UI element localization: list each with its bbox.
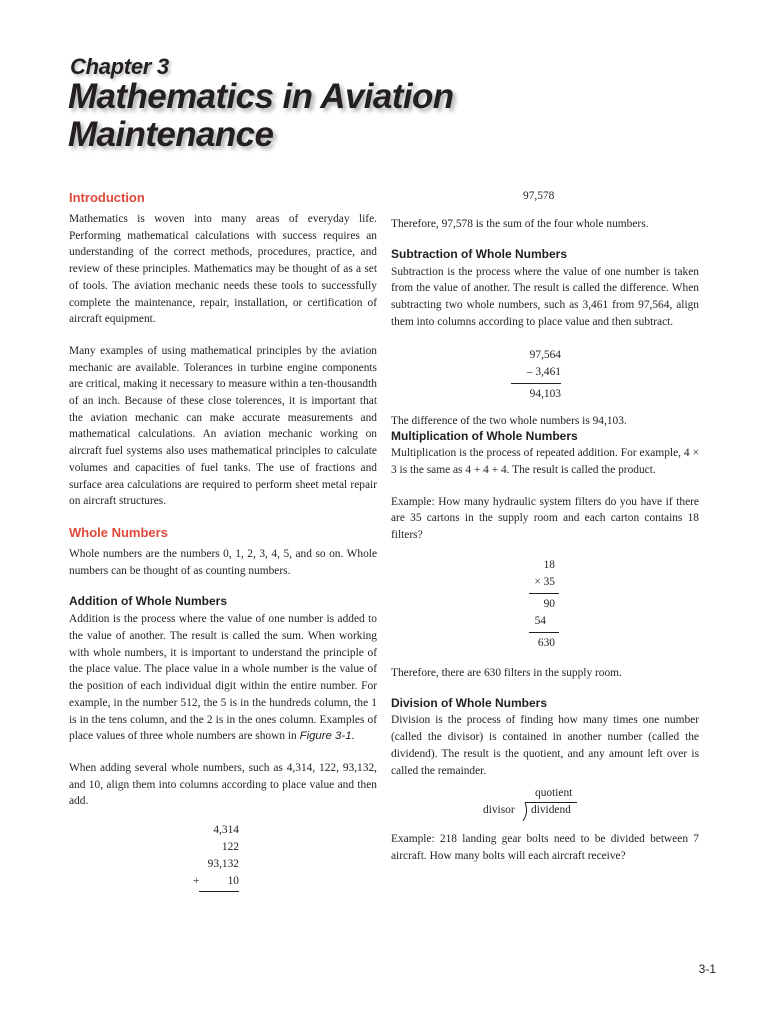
addend-4: 10: [227, 875, 239, 888]
addend-4-row: [193, 873, 239, 890]
chapter-title-line-2: Maintenance: [68, 115, 274, 154]
division-bracket-icon: [521, 801, 531, 823]
multiplication-rule-1: [529, 593, 559, 594]
minuend: 97,564: [529, 348, 561, 361]
multiplication-paragraph-1: Multiplication is the process of repeated addition. For example, 4 × 3 is the same as 4 + 4 + 4. The result is called the product.: [391, 447, 699, 476]
multiplication-conclusion: Therefore, there are 630 filters in the supply room.: [391, 666, 622, 679]
quotient-label: quotient: [535, 787, 573, 800]
whole-numbers-paragraph: Whole numbers are the numbers 0, 1, 2, 3, 4, 5, and so on. Whole numbers can be thought of as counting numbers.: [69, 547, 377, 577]
introduction-heading: Introduction: [69, 190, 145, 205]
multiplication-rule-2: [529, 632, 559, 633]
multiplication-heading: Multiplication of Whole Numbers: [391, 429, 578, 444]
subtraction-rule: [511, 383, 561, 384]
divisor-label: divisor: [483, 804, 515, 817]
figure-3-1-link[interactable]: Figure 3-1: [299, 730, 352, 743]
division-bar: [525, 802, 577, 803]
addend-1: 4,314: [213, 824, 239, 837]
addition-conclusion: Therefore, 97,578 is the sum of the four whole numbers.: [391, 218, 649, 230]
product: 630: [537, 636, 555, 649]
addition-rule: [199, 891, 239, 892]
division-paragraph-1: Division is the process of finding how many times one number (called the divisor) is contained in another number (called the dividend). The result is the quotient, and any amount left over is called the remainder.: [391, 714, 699, 777]
chapter-title: [68, 78, 454, 154]
subtraction-paragraph: Subtraction is the process where the value of one number is taken from the value of another. The result is called the difference. When subtracting two whole numbers, such as 3,461 from 97,564, align them into columns according to place value and then subtract.: [391, 265, 699, 328]
addition-paragraph-2: When adding several whole numbers, such as 4,314, 122, 93,132, and 10, align them into columns according to place value and then add.: [69, 761, 377, 808]
addition-result: 97,578: [523, 190, 555, 202]
multiplicand: 18: [543, 558, 555, 571]
partial-product-1: 90: [543, 597, 555, 610]
difference: 94,103: [529, 387, 561, 400]
addition-heading: Addition of Whole Numbers: [69, 594, 227, 609]
subtraction-heading: Subtraction of Whole Numbers: [391, 246, 568, 261]
chapter-title-line-1: Mathematics in Aviation: [68, 77, 454, 116]
division-paragraph-2: Example: 218 landing gear bolts need to be divided between 7 aircraft. How many bolts will each aircraft receive?: [391, 833, 699, 862]
addend-2: 122: [221, 841, 239, 854]
introduction-paragraph-1: Mathematics is woven into many areas of everyday life. Performing mathematical calculations with success requires an understanding of the correct methods, procedures, practice, and review of these principles. Mathematics may be thought of as a set of tools. The aviation mechanic needs these tools to successfully complete the maintenance, repair, installation, or certification of aircraft equipment.: [69, 213, 377, 326]
chapter-label: Chapter 3: [70, 54, 169, 79]
introduction-paragraph-2: Many examples of using mathematical principles by the aviation mechanic are available. Tolerances in turbine engine components are critical, making it necessary to measure within a ten-thousandth of an inch. Because of these close tolerences, it is important that the aviation mechanic can make accurate measurements and mathematical calculations. An aviation mechanic working on aircraft fuel systems also uses mathematical principles to calculate volumes and capacities of fuel tanks. The use of fractions and surface area calculations are required to perform sheet metal repair on aircraft structures.: [69, 344, 377, 508]
division-diagram: [391, 787, 699, 825]
addition-paragraph-end: .: [351, 730, 355, 743]
subtrahend: – 3,461: [526, 365, 561, 378]
subtraction-example: [511, 347, 561, 403]
left-column: [69, 190, 377, 892]
plus-sign: +: [193, 875, 200, 888]
multiplier: × 35: [534, 575, 555, 588]
addition-paragraph-1: [69, 611, 377, 745]
division-heading: Division of Whole Numbers: [391, 696, 548, 711]
partial-product-2: 54: [534, 614, 546, 627]
page-number: 3-1: [698, 962, 716, 976]
whole-numbers-heading: Whole Numbers: [69, 524, 168, 540]
addition-example: [193, 822, 239, 892]
multiplication-paragraph-2: Example: How many hydraulic system filters do you have if there are 35 cartons in the supply room and each carton contains 18 filters?: [391, 495, 699, 542]
right-column: [391, 190, 699, 865]
addition-paragraph-text: Addition is the process where the value of one number is added to the value of another. The result is called the sum. When working with whole numbers, it is important to understand the principle of the place value. The place value in a whole number is the value of the position of each individual digit within the entire number. For example, in the number 512, the 5 is in the hundreds column, the 1 is in the tens column, and the 2 is in the ones column. Examples of place values of three whole numbers are shown in: [69, 613, 377, 743]
dividend-label: dividend: [531, 804, 571, 817]
subtraction-conclusion: The difference of the two whole numbers is 94,103.: [391, 414, 627, 427]
multiplication-example: [529, 557, 559, 652]
addend-3: 93,132: [207, 858, 239, 871]
